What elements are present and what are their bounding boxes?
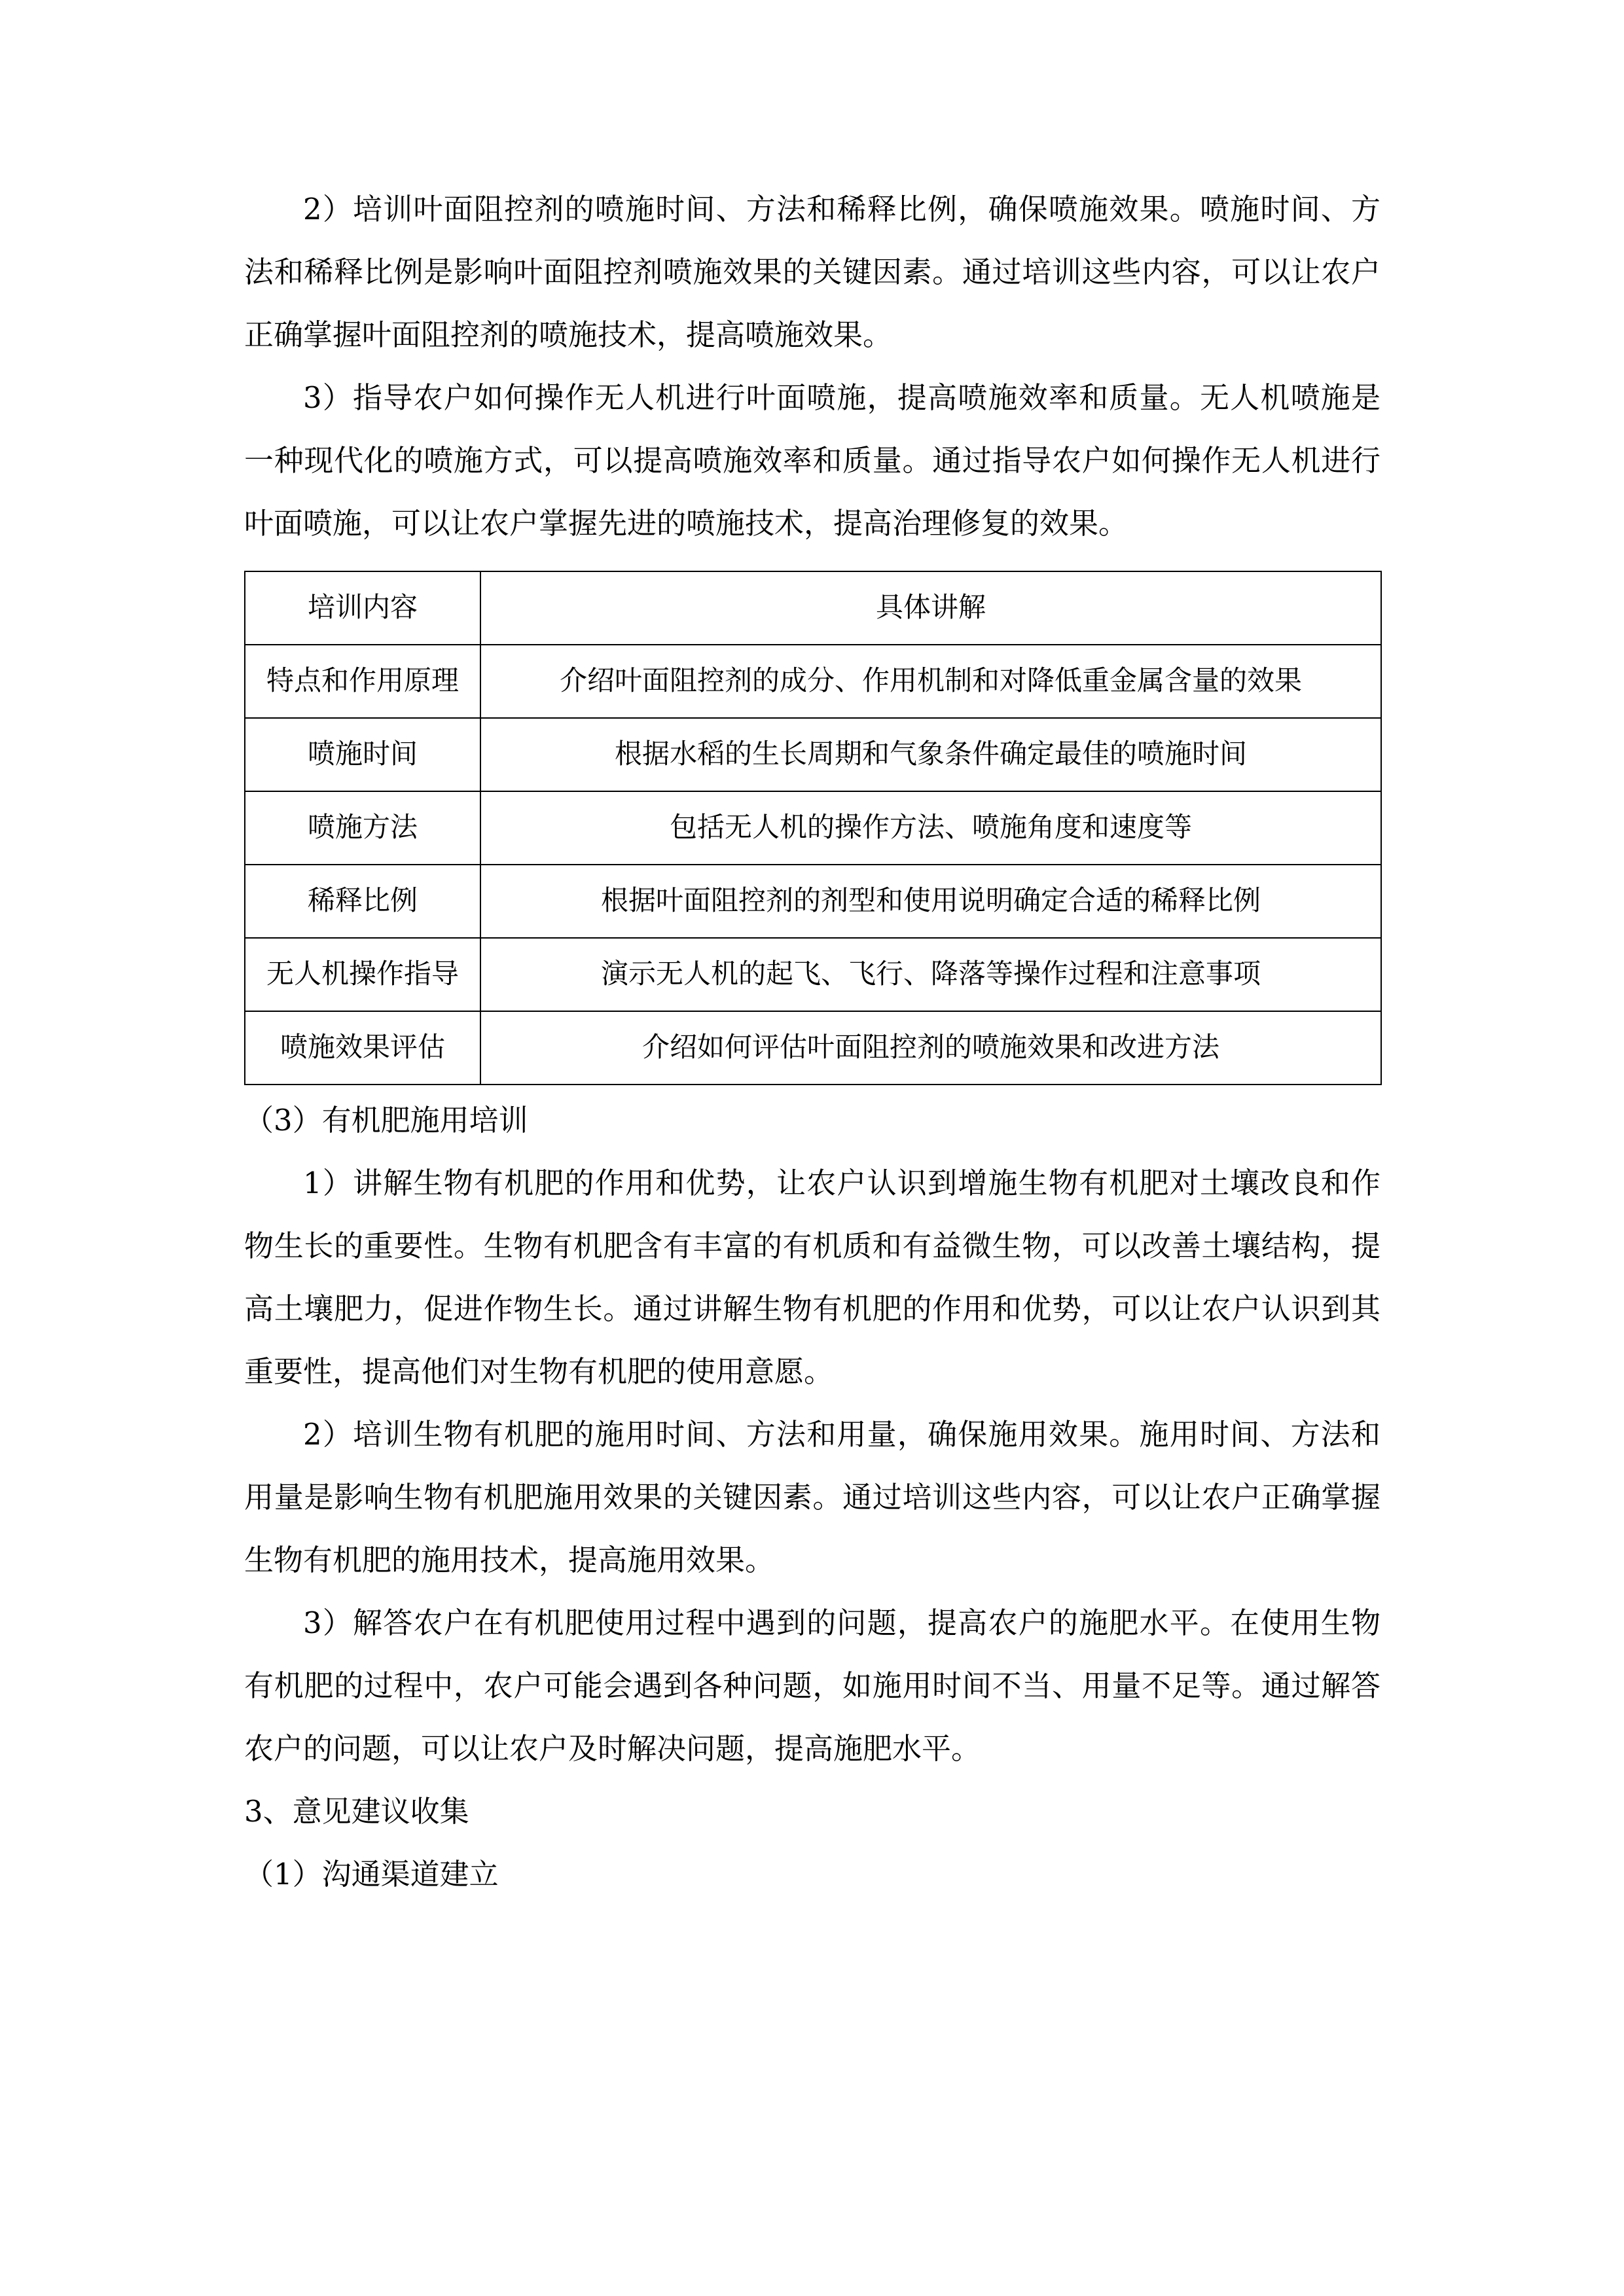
table-header-cell-detailed-explanation: 具体讲解 [480, 571, 1381, 645]
table-header-cell-training-content: 培训内容 [245, 571, 480, 645]
table-header-row [245, 571, 1381, 645]
table-cell-topic: 喷施效果评估 [245, 1011, 480, 1085]
table-row [245, 791, 1381, 865]
heading-organic-fertilizer-training: （3）有机肥施用培训 [244, 1103, 528, 1138]
table-row [245, 938, 1381, 1011]
table-cell-topic: 无人机操作指导 [245, 938, 480, 1011]
training-content-table-wrapper [244, 571, 1380, 1085]
training-content-table [244, 571, 1382, 1085]
paragraph-organic-fertilizer-benefits: 1）讲解生物有机肥的作用和优势，让农户认识到增施生物有机肥对土壤改良和作物生长的重要性。生物有机肥含有丰富的有机质和有益微生物，可以改善土壤结构，提高土壤肥力，促进作物生长。通过讲解生物有机肥的作用和优势，可以让农户认识到其重要性，提高他们对生物有机肥的使用意愿。 [244, 1166, 1380, 1389]
table-cell-topic: 特点和作用原理 [245, 645, 480, 718]
page-content [244, 178, 1380, 1906]
table-cell-topic: 喷施方法 [245, 791, 480, 865]
paragraph-training-spray-params: 2）培训叶面阻控剂的喷施时间、方法和稀释比例，确保喷施效果。喷施时间、方法和稀释比例是影响叶面阻控剂喷施效果的关键因素。通过培训这些内容，可以让农户正确掌握叶面阻控剂的喷施技术，提高喷施效果。 [244, 192, 1380, 352]
paragraph-organic-fertilizer-qa: 3）解答农户在有机肥使用过程中遇到的问题，提高农户的施肥水平。在使用生物有机肥的过程中，农户可能会遇到各种问题，如施用时间不当、用量不足等。通过解答农户的问题，可以让农户及时解决问题，提高施肥水平。 [244, 1605, 1380, 1766]
table-cell-explanation: 介绍叶面阻控剂的成分、作用机制和对降低重金属含量的效果 [480, 645, 1381, 718]
paragraph-organic-fertilizer-application: 2）培训生物有机肥的施用时间、方法和用量，确保施用效果。施用时间、方法和用量是影响生物有机肥施用效果的关键因素。通过培训这些内容，可以让农户正确掌握生物有机肥的施用技术，提高施用效果。 [244, 1417, 1380, 1577]
paragraph-drone-guidance: 3）指导农户如何操作无人机进行叶面喷施，提高喷施效率和质量。无人机喷施是一种现代化的喷施方式，可以提高喷施效率和质量。通过指导农户如何操作无人机进行叶面喷施，可以让农户掌握先进的喷施技术，提高治理修复的效果。 [244, 380, 1380, 541]
table-row [245, 1011, 1381, 1085]
heading-feedback-collection: 3、意见建议收集 [244, 1794, 469, 1829]
table-row [245, 865, 1381, 938]
table-cell-explanation: 介绍如何评估叶面阻控剂的喷施效果和改进方法 [480, 1011, 1381, 1085]
table-cell-topic: 稀释比例 [245, 865, 480, 938]
table-cell-topic: 喷施时间 [245, 718, 480, 791]
table-cell-explanation: 演示无人机的起飞、飞行、降落等操作过程和注意事项 [480, 938, 1381, 1011]
table-row [245, 718, 1381, 791]
table-cell-explanation: 根据叶面阻控剂的剂型和使用说明确定合适的稀释比例 [480, 865, 1381, 938]
table-cell-explanation: 根据水稻的生长周期和气象条件确定最佳的喷施时间 [480, 718, 1381, 791]
table-row [245, 645, 1381, 718]
table-cell-explanation: 包括无人机的操作方法、喷施角度和速度等 [480, 791, 1381, 865]
heading-communication-channel: （1）沟通渠道建立 [244, 1857, 499, 1892]
